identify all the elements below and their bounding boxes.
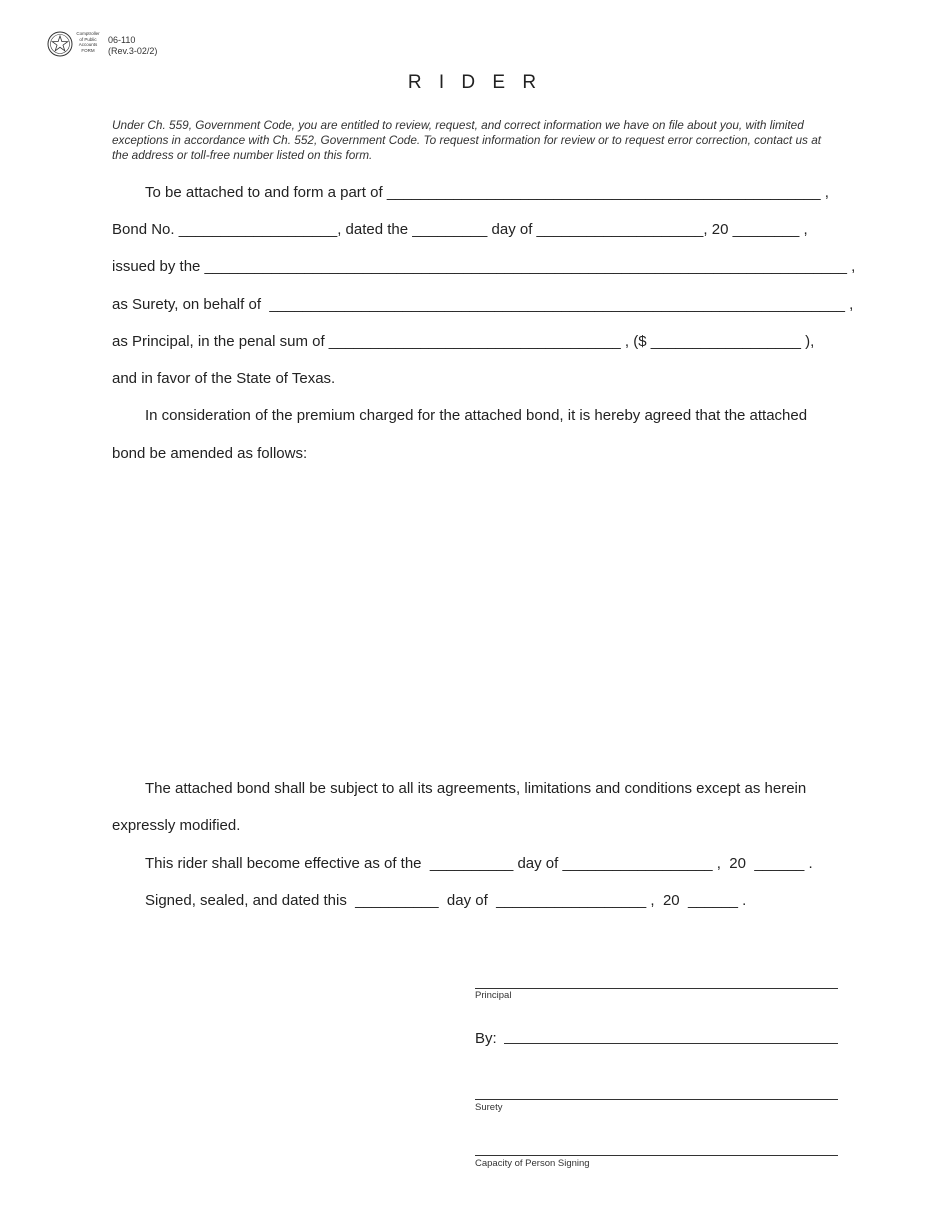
penal-sum-line[interactable]: as Principal, in the penal sum of ___________________________________ , ($ __________________ ), (112, 333, 815, 350)
principal-signature-line[interactable] (475, 988, 838, 989)
form-revision: (Rev.3-02/2) (108, 46, 158, 56)
page-title: R I D E R (407, 72, 543, 93)
capacity-label: Capacity of Person Signing (475, 1158, 590, 1169)
form-number (108, 35, 157, 57)
signed-date-line[interactable]: Signed, sealed, and dated this __________ day of __________________ , 20 ______ . (145, 892, 747, 909)
form-number-code: 06-110 (108, 35, 136, 45)
state-of-texas-line: and in favor of the State of Texas. (112, 370, 336, 387)
subject-to-line: The attached bond shall be subject to all its agreements, limitations and conditions except as herein (145, 780, 807, 797)
surety-label: Surety (475, 1102, 503, 1113)
surety-behalf-line[interactable]: as Surety, on behalf of _____________________________________________________________________ , (112, 296, 854, 313)
surety-signature-line[interactable] (475, 1099, 838, 1100)
bond-number-line[interactable]: Bond No. ___________________, dated the _________ day of ____________________, 20 ________ , (112, 221, 808, 238)
capacity-signature-line[interactable] (475, 1155, 838, 1156)
effective-date-line[interactable]: This rider shall become effective as of the __________ day of __________________ , 20 ______ . (145, 855, 813, 872)
principal-label: Principal (475, 990, 512, 1001)
amended-line: bond be amended as follows: (112, 445, 308, 462)
seal-caption: Comptroller of Public Accounts FORM (76, 31, 100, 53)
by-signature-line[interactable] (504, 1043, 838, 1044)
issued-by-line[interactable]: issued by the _____________________________________________________________________________ , (112, 258, 856, 275)
consideration-line: In consideration of the premium charged for the attached bond, it is hereby agreed that the attached (145, 407, 808, 424)
by-label: By: (475, 1030, 497, 1047)
attached-to-line[interactable]: To be attached to and form a part of ____________________________________________________ , (145, 184, 829, 201)
comptroller-seal-icon (47, 31, 73, 57)
expressly-modified-line: expressly modified. (112, 817, 241, 834)
privacy-notice: Under Ch. 559, Government Code, you are entitled to review, request, and correct information we have on file about you, with limited exceptions in accordance with Ch. 552, Government Code. To request information for review or to request error correction, contact us at the address or toll-free number listed on this form. (112, 118, 822, 162)
